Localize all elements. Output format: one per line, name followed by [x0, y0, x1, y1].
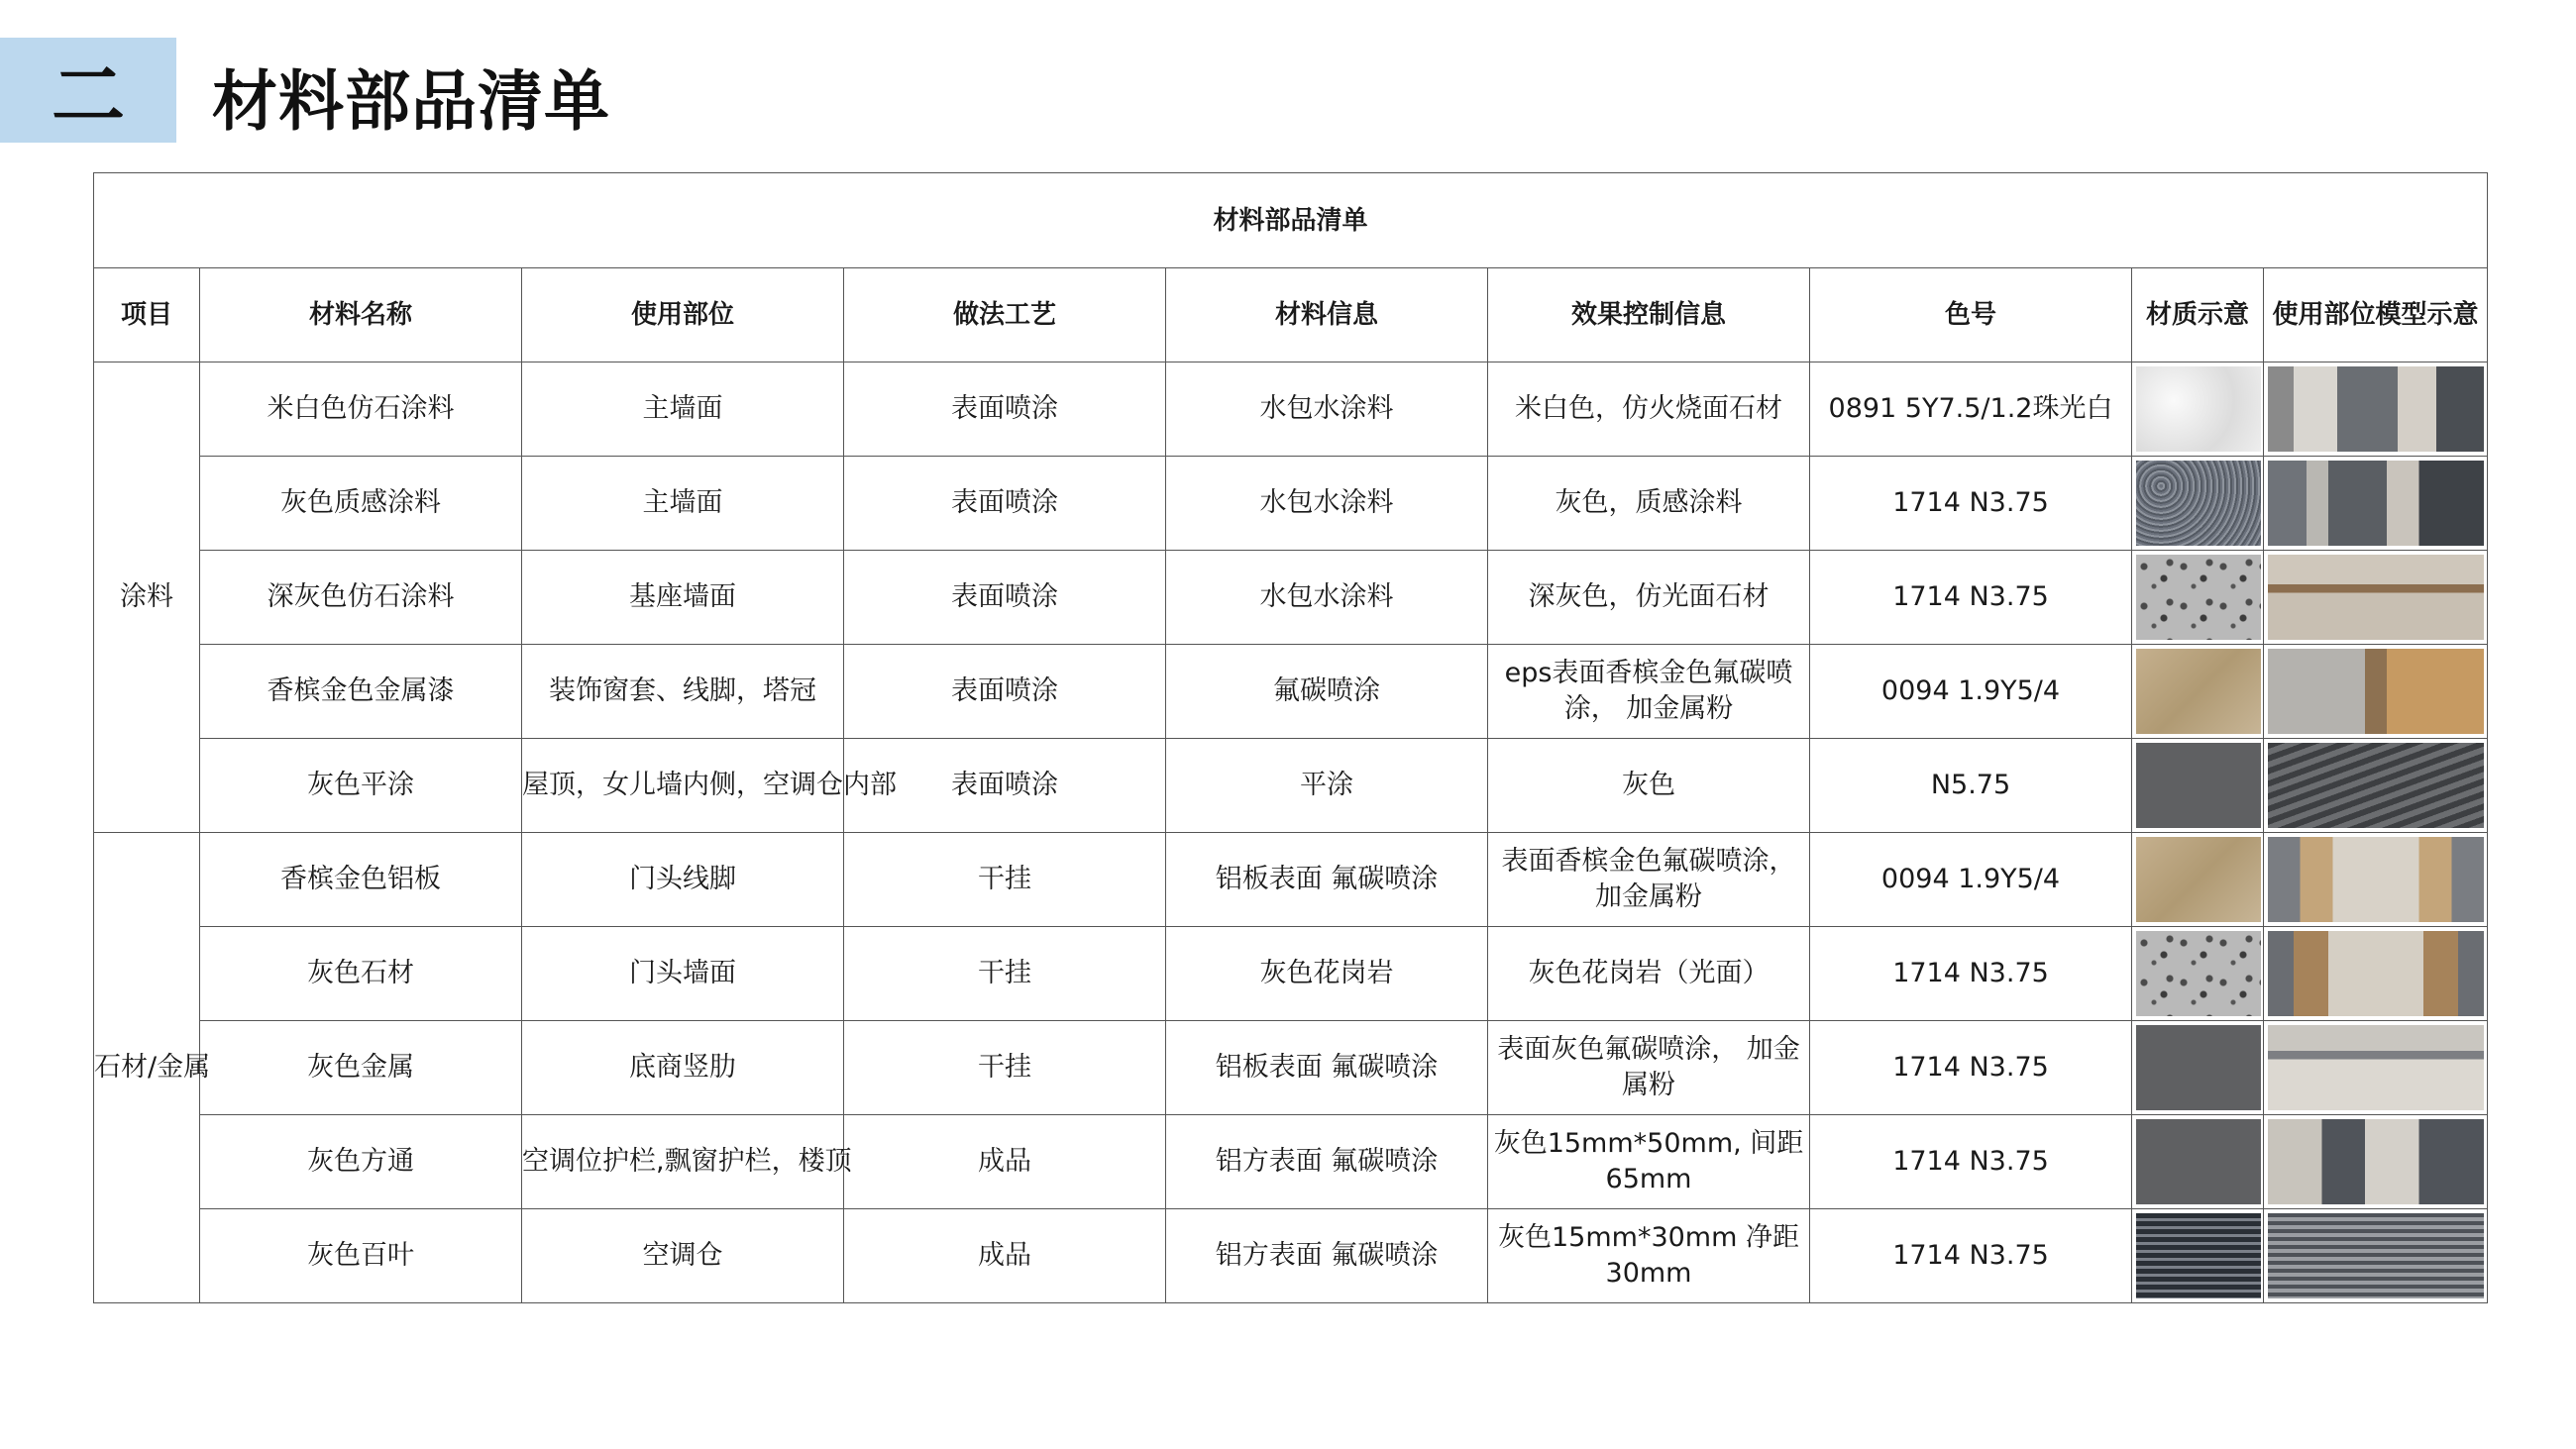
effect-cell: 灰色，质感涂料: [1488, 457, 1810, 551]
material-info-cell: 水包水涂料: [1166, 362, 1488, 457]
location-cell: 主墙面: [522, 457, 844, 551]
col-header-category: 项目: [94, 268, 200, 362]
facade-model: [2268, 461, 2484, 546]
material-info-cell: 氟碳喷涂: [1166, 645, 1488, 739]
material-name-cell: 灰色金属: [200, 1021, 522, 1115]
process-cell: 成品: [844, 1209, 1166, 1303]
material-name-cell: 灰色方通: [200, 1115, 522, 1209]
color-code-cell: 0891 5Y7.5/1.2珠光白: [1810, 362, 2132, 457]
color-code-cell: 0094 1.9Y5/4: [1810, 833, 2132, 927]
table-title-row: [94, 173, 2488, 268]
process-cell: 表面喷涂: [844, 362, 1166, 457]
effect-cell: 米白色，仿火烧面石材: [1488, 362, 1810, 457]
table-row: [94, 457, 2488, 551]
entrance-model: [2268, 837, 2484, 922]
model-cell: [2264, 551, 2488, 645]
texture-cell: [2132, 457, 2264, 551]
location-cell: 门头线脚: [522, 833, 844, 927]
material-info-cell: 水包水涂料: [1166, 457, 1488, 551]
location-cell: 主墙面: [522, 362, 844, 457]
material-name-cell: 灰色百叶: [200, 1209, 522, 1303]
louver-texture: [2136, 1213, 2261, 1298]
entrance-model: [2268, 931, 2484, 1016]
white-stone-texture: [2136, 366, 2261, 452]
color-code-cell: N5.75: [1810, 739, 2132, 833]
material-name-cell: 灰色石材: [200, 927, 522, 1021]
color-code-cell: 1714 N3.75: [1810, 927, 2132, 1021]
table-header-row: [94, 268, 2488, 362]
material-info-cell: 铝板表面 氟碳喷涂: [1166, 833, 1488, 927]
model-cell: [2264, 739, 2488, 833]
col-header-texture: 材质示意: [2132, 268, 2264, 362]
texture-cell: [2132, 362, 2264, 457]
texture-cell: [2132, 1209, 2264, 1303]
location-cell: 基座墙面: [522, 551, 844, 645]
effect-cell: 深灰色，仿光面石材: [1488, 551, 1810, 645]
material-info-cell: 铝方表面 氟碳喷涂: [1166, 1209, 1488, 1303]
material-name-cell: 灰色质感涂料: [200, 457, 522, 551]
process-cell: 表面喷涂: [844, 739, 1166, 833]
material-name-cell: 香槟金色金属漆: [200, 645, 522, 739]
col-header-process: 做法工艺: [844, 268, 1166, 362]
texture-cell: [2132, 739, 2264, 833]
table-row: [94, 1021, 2488, 1115]
material-name-cell: 灰色平涂: [200, 739, 522, 833]
model-cell: [2264, 362, 2488, 457]
color-code-cell: 1714 N3.75: [1810, 1021, 2132, 1115]
col-header-model: 使用部位模型示意: [2264, 268, 2488, 362]
facade-model: [2268, 366, 2484, 452]
flat-grey-texture: [2136, 1119, 2261, 1204]
effect-cell: 灰色15mm*30mm 净距30mm: [1488, 1209, 1810, 1303]
color-code-cell: 0094 1.9Y5/4: [1810, 645, 2132, 739]
flat-grey-texture: [2136, 1025, 2261, 1110]
model-cell: [2264, 927, 2488, 1021]
model-cell: [2264, 1115, 2488, 1209]
louver-model: [2268, 1213, 2484, 1298]
texture-cell: [2132, 833, 2264, 927]
process-cell: 成品: [844, 1115, 1166, 1209]
model-cell: [2264, 1021, 2488, 1115]
base-wall-model: [2268, 555, 2484, 640]
table-row: [94, 645, 2488, 739]
process-cell: 表面喷涂: [844, 457, 1166, 551]
process-cell: 干挂: [844, 833, 1166, 927]
material-name-cell: 米白色仿石涂料: [200, 362, 522, 457]
grey-gravel-texture: [2136, 461, 2261, 546]
color-code-cell: 1714 N3.75: [1810, 551, 2132, 645]
location-cell: 装饰窗套、线脚，塔冠: [522, 645, 844, 739]
model-cell: [2264, 833, 2488, 927]
model-cell: [2264, 645, 2488, 739]
table-row: [94, 1115, 2488, 1209]
railing-model: [2268, 1119, 2484, 1204]
effect-cell: 灰色花岗岩（光面）: [1488, 927, 1810, 1021]
category-cell: 石材/金属: [94, 833, 200, 1303]
table-row: [94, 927, 2488, 1021]
model-cell: [2264, 457, 2488, 551]
location-cell: 屋顶，女儿墙内侧，空调仓内部: [522, 739, 844, 833]
model-cell: [2264, 1209, 2488, 1303]
col-header-material-info: 材料信息: [1166, 268, 1488, 362]
granite-texture: [2136, 555, 2261, 640]
material-name-cell: 深灰色仿石涂料: [200, 551, 522, 645]
effect-cell: 表面香槟金色氟碳喷涂， 加金属粉: [1488, 833, 1810, 927]
material-name-cell: 香槟金色铝板: [200, 833, 522, 927]
process-cell: 表面喷涂: [844, 645, 1166, 739]
process-cell: 干挂: [844, 927, 1166, 1021]
effect-cell: 灰色15mm*50mm, 间距65mm: [1488, 1115, 1810, 1209]
material-info-cell: 铝方表面 氟碳喷涂: [1166, 1115, 1488, 1209]
col-header-color-code: 色号: [1810, 268, 2132, 362]
color-code-cell: 1714 N3.75: [1810, 457, 2132, 551]
table-row: [94, 739, 2488, 833]
process-cell: 表面喷涂: [844, 551, 1166, 645]
location-cell: 门头墙面: [522, 927, 844, 1021]
roof-model: [2268, 743, 2484, 828]
col-header-material-name: 材料名称: [200, 268, 522, 362]
material-info-cell: 铝板表面 氟碳喷涂: [1166, 1021, 1488, 1115]
category-cell: 涂料: [94, 362, 200, 833]
effect-cell: 灰色: [1488, 739, 1810, 833]
table-row: [94, 1209, 2488, 1303]
window-frame-model: [2268, 649, 2484, 734]
location-cell: 空调位护栏,飘窗护栏，楼顶: [522, 1115, 844, 1209]
material-info-cell: 灰色花岗岩: [1166, 927, 1488, 1021]
champagne-gold-texture: [2136, 649, 2261, 734]
table-title: 材料部品清单: [94, 173, 2488, 268]
texture-cell: [2132, 927, 2264, 1021]
shopfront-model: [2268, 1025, 2484, 1110]
col-header-location: 使用部位: [522, 268, 844, 362]
table-row: [94, 551, 2488, 645]
process-cell: 干挂: [844, 1021, 1166, 1115]
location-cell: 空调仓: [522, 1209, 844, 1303]
table-row: [94, 362, 2488, 457]
texture-cell: [2132, 1115, 2264, 1209]
color-code-cell: 1714 N3.75: [1810, 1115, 2132, 1209]
texture-cell: [2132, 645, 2264, 739]
effect-cell: eps表面香槟金色氟碳喷涂， 加金属粉: [1488, 645, 1810, 739]
granite-texture: [2136, 931, 2261, 1016]
section-number-badge: 二: [0, 38, 176, 143]
materials-table: [93, 172, 2488, 1303]
effect-cell: 表面灰色氟碳喷涂， 加金属粉: [1488, 1021, 1810, 1115]
material-info-cell: 水包水涂料: [1166, 551, 1488, 645]
champagne-gold-texture: [2136, 837, 2261, 922]
flat-grey-texture: [2136, 743, 2261, 828]
material-info-cell: 平涂: [1166, 739, 1488, 833]
color-code-cell: 1714 N3.75: [1810, 1209, 2132, 1303]
texture-cell: [2132, 551, 2264, 645]
location-cell: 底商竖肋: [522, 1021, 844, 1115]
col-header-effect: 效果控制信息: [1488, 268, 1810, 362]
table-row: [94, 833, 2488, 927]
page-title: 材料部品清单: [212, 62, 610, 140]
texture-cell: [2132, 1021, 2264, 1115]
